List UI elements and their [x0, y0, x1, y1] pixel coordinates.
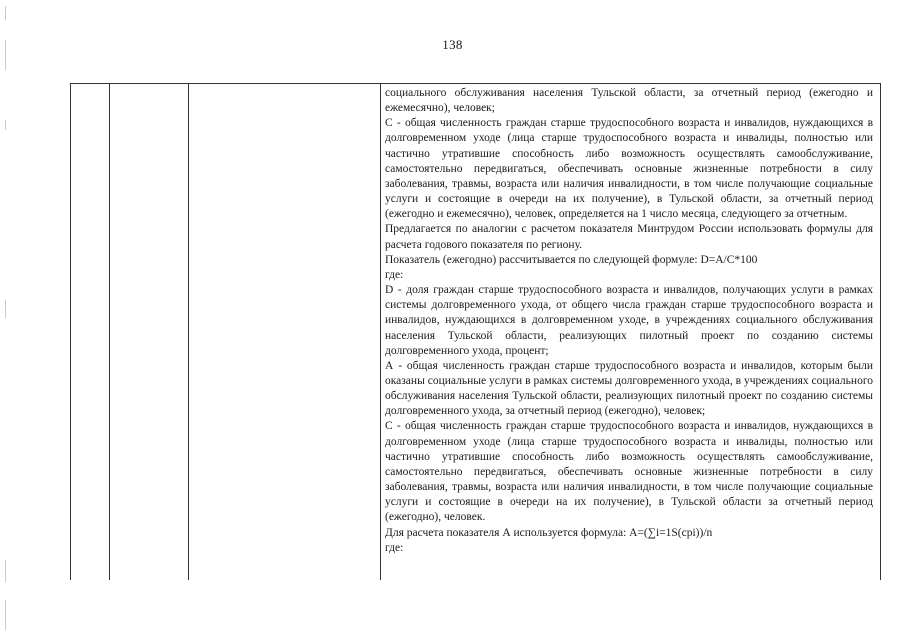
table	[70, 83, 881, 580]
paragraph: Предлагается по аналогии с расчетом показателя Минтрудом России использовать формулы для расчета годового показателя по региону.	[385, 223, 873, 251]
column-divider-2	[188, 84, 189, 580]
page-number: 138	[442, 37, 463, 52]
paragraph: С - общая численность граждан старше трудоспособного возраста и инвалидов, нуждающихся в долговременном уходе (лица старше трудоспособного возраста и инвалиды, полностью или частично утратившие способность либо возможность осуществлять самообслуживание, самостоятельно передвигаться, обеспечивать основные жизненные потребности в силу заболевания, травмы, возраста или наличия инвалидности, в том числе получающие социальные услуги и состоящие в очереди на их получение), в Тульской области, за отчетный период (ежегодно и ежемесячно), человек, определяется на 1 число месяца, следующего за отчетным.	[385, 117, 873, 221]
paragraph: социального обслуживания населения Тульской области, за отчетный период (ежегодно и ежемесячно), человек;	[385, 87, 873, 115]
paragraph: Для расчета показателя А используется формула: A=(∑i=1S(cpi))/n	[385, 526, 713, 539]
column-divider-1	[109, 84, 110, 580]
paragraph: А - общая численность граждан старше трудоспособного возраста и инвалидов, которым были оказаны социальные услуги в рамках системы долговременного ухода, в учреждениях социального обслуживания населения Тульской области, реализующих пилотный проект по созданию системы долговременного ухода, за отчетный период (ежегодно), человек;	[385, 359, 873, 418]
description-cell	[385, 86, 873, 556]
paragraph: где:	[385, 268, 404, 281]
paragraph: С - общая численность граждан старше трудоспособного возраста и инвалидов, нуждающихся в долговременном уходе (лица старше трудоспособного возраста и инвалиды, полностью или частично утратившие способность либо возможность осуществлять самообслуживание, самостоятельно передвигаться, обеспечивать основные жизненные потребности в силу заболевания, травмы, возраста или наличия инвалидности, в том числе получающие социальные услуги и состоящие в очереди на их получение), в Тульской области за отчетный период (ежегодно), человек.	[385, 420, 873, 524]
paragraph: Показатель (ежегодно) рассчитывается по следующей формуле: D=A/C*100	[385, 253, 758, 266]
binding-margin-marks	[5, 0, 7, 640]
column-divider-3	[380, 84, 381, 580]
paragraph: D - доля граждан старше трудоспособного возраста и инвалидов, получающих услуги в рамках системы долговременного ухода, от общего числа граждан старше трудоспособного возраста и инвалидов, нуждающихся в долговременном уходе, в учреждениях социального обслуживания населения Тульской области, реализующих пилотный проект по созданию системы долговременного ухода, процент;	[385, 284, 873, 357]
paragraph: где:	[385, 541, 404, 554]
